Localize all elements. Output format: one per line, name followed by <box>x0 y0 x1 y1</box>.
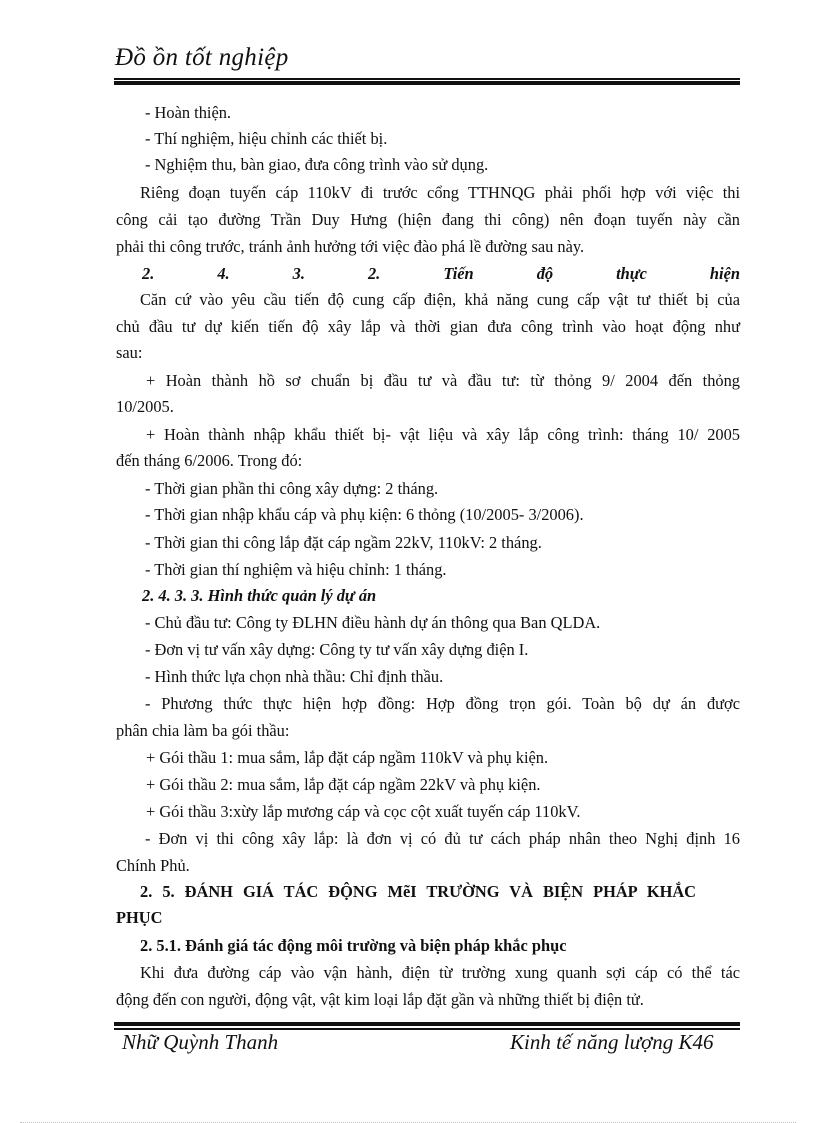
text-line: - Hoàn thiện. <box>145 103 232 122</box>
text-line: - Thời gian phần thi công xây dựng: 2 tháng. <box>145 479 439 498</box>
text-line: sau: <box>116 343 143 362</box>
heading-token: 2. <box>142 264 155 283</box>
heading-token: thực <box>616 264 647 283</box>
heading-token: hiện <box>709 264 740 283</box>
text-line: công cải tạo đường Trần Duy Hưng (hiện đang thi công) nên đoạn tuyến này cần <box>116 210 740 229</box>
text-line: + Gói thầu 1: mua sắm, lắp đặt cáp ngầm 110kV và phụ kiện. <box>146 748 549 767</box>
text-line: - Đơn vị tư vấn xây dựng: Công ty tư vấn xây dựng điện I. <box>145 640 529 659</box>
text-line: + Gói thầu 2: mua sắm, lắp đặt cáp ngầm 22kV và phụ kiện. <box>146 775 541 794</box>
section-heading-2-5: 2. 5. ĐÁNH GIÁ TÁC ĐỘNG MẽI TRƯỜNG VÀ BIỆN PHÁP KHẮC <box>140 882 696 901</box>
heading-token: 2. <box>367 264 381 283</box>
heading-token: Tiến <box>443 264 474 283</box>
text-line: - Phương thức thực hiện hợp đồng: Hợp đồng trọn gói. Toàn bộ dự án được <box>145 694 740 713</box>
text-line: - Thời gian thi công lắp đặt cáp ngầm 22kV, 110kV: 2 tháng. <box>145 533 542 552</box>
text-line: + Gói thầu 3:xừy lắp mương cáp và cọc cột xuất tuyến cáp 110kV. <box>146 802 581 821</box>
text-line: - Chủ đầu tư: Công ty ĐLHN điều hành dự án thông qua Ban QLDA. <box>145 613 601 632</box>
text-line: phân chia làm ba gói thầu: <box>116 721 290 740</box>
header-rule-thin <box>114 78 740 80</box>
header-rule-thick <box>114 81 740 85</box>
heading-token: 4. <box>217 264 230 283</box>
text-line: - Nghiệm thu, bàn giao, đưa công trình vào sử dụng. <box>145 155 489 174</box>
text-line: động đến con người, động vật, vật kim loại lắp đặt gần và những thiết bị điện tử. <box>116 990 644 1009</box>
footer-author: Nhữ Quỳnh Thanh <box>122 1030 279 1054</box>
text-line: - Thời gian nhập khẩu cáp và phụ kiện: 6 thỏng (10/2005- 3/2006). <box>145 505 584 524</box>
heading-token: độ <box>536 264 554 283</box>
text-line: Căn cứ vào yêu cầu tiến độ cung cấp điện, khả năng cung cấp vật tư thiết bị của <box>140 290 740 309</box>
text-line: chủ đầu tư dự kiến tiến độ xây lắp và thời gian đưa công trình vào hoạt động như <box>116 317 740 336</box>
text-line: - Hình thức lựa chọn nhà thầu: Chỉ định thầu. <box>145 667 444 686</box>
heading-token: 3. <box>292 264 305 283</box>
text-line: - Thời gian thí nghiệm và hiệu chỉnh: 1 tháng. <box>145 560 447 579</box>
section-heading-2-4-3-2 <box>142 261 740 287</box>
footer-class: Kinh tế năng lượng K46 <box>510 1030 714 1054</box>
text-line: Khi đưa đường cáp vào vận hành, điện từ trường xung quanh sợi cáp có thể tác <box>140 963 740 982</box>
text-line: + Hoàn thành nhập khẩu thiết bị- vật liệu và xây lắp công trình: tháng 10/ 2005 <box>146 425 740 444</box>
text-line: phải thi công trước, tránh ảnh hưởng tới việc đào phá lề đường sau này. <box>116 237 585 256</box>
text-line: Chính Phủ. <box>116 856 190 875</box>
text-line: đến tháng 6/2006. Trong đó: <box>116 451 303 470</box>
header-title: Đồ ồn tốt nghiệp <box>115 44 289 71</box>
text-line: + Hoàn thành hồ sơ chuẩn bị đầu tư và đầu tư: từ thỏng 9/ 2004 đến thỏng <box>146 371 740 390</box>
section-heading-2-5-1: 2. 5.1. Đánh giá tác động môi trường và biện pháp khắc phục <box>140 936 567 955</box>
text-line: 10/2005. <box>116 397 174 416</box>
footer-rule-thick <box>114 1022 740 1026</box>
text-line: - Thí nghiệm, hiệu chỉnh các thiết bị. <box>145 129 388 148</box>
section-heading-2-4-3-3: 2. 4. 3. 3. Hình thức quản lý dự án <box>142 586 377 605</box>
section-heading-2-5-cont: PHỤC <box>116 908 163 927</box>
text-line: - Đơn vị thi công xây lắp: là đơn vị có đủ tư cách pháp nhân theo Nghị định 16 <box>145 829 740 848</box>
text-line: Riêng đoạn tuyến cáp 110kV đi trước cổng TTHNQG phải phối hợp với việc thi <box>140 183 740 202</box>
